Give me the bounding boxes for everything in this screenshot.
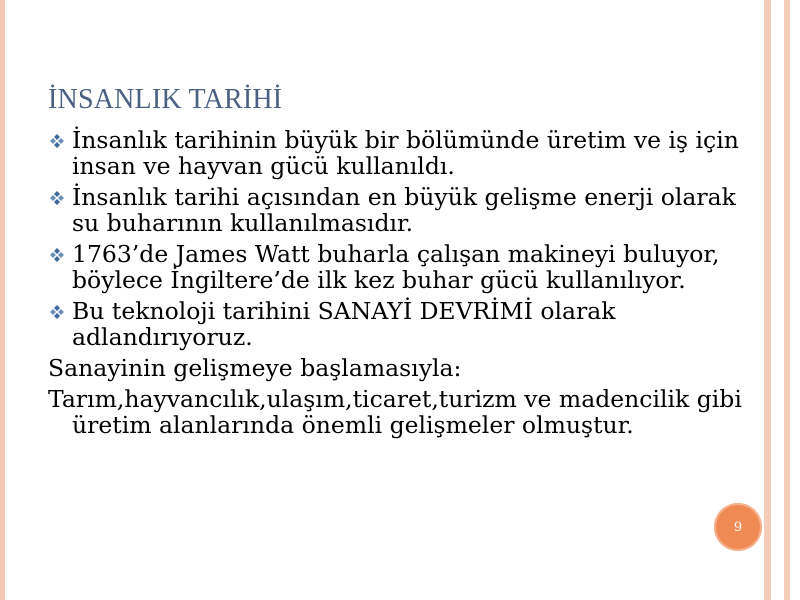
body-line: Sanayinin gelişmeye başlamasıyla: <box>48 354 462 382</box>
right-edge-stripe-outer <box>784 0 790 600</box>
slide-content <box>48 127 764 443</box>
slide-title: İNSANLIK TARİHİ <box>48 84 283 115</box>
right-edge-stripe-inner <box>764 0 771 600</box>
diamond-bullet-icon <box>49 247 65 263</box>
bullet-text: İnsanlık tarihi açısından en büyük gelişme enerji olarak su buharının kullanılmasıdır. <box>72 183 736 237</box>
bullet-item <box>48 184 764 236</box>
bullet-text: Bu teknoloji tarihini SANAYİ DEVRİMİ olarak adlandırıyoruz. <box>72 297 616 351</box>
diamond-bullet-icon <box>49 133 65 149</box>
bullet-text: İnsanlık tarihinin büyük bir bölümünde üretim ve iş için insan ve hayvan gücü kullanıldı. <box>72 126 739 180</box>
diamond-bullet-icon <box>49 304 65 320</box>
left-edge-stripe <box>0 0 5 600</box>
body-line: Tarım,hayvancılık,ulaşım,ticaret,turizm ve madencilik gibi üretim alanlarında önemli gelişmeler olmuştur. <box>48 385 742 439</box>
bullet-item <box>48 298 764 350</box>
bullet-item <box>48 241 764 293</box>
page-number: 9 <box>733 519 743 535</box>
bullet-text: 1763’de James Watt buharla çalışan makineyi buluyor, böylece İngiltere’de ilk kez buhar gücü kullanılıyor. <box>72 240 720 294</box>
bullet-item <box>48 127 764 179</box>
page-number-badge <box>714 503 762 551</box>
diamond-bullet-icon <box>49 190 65 206</box>
